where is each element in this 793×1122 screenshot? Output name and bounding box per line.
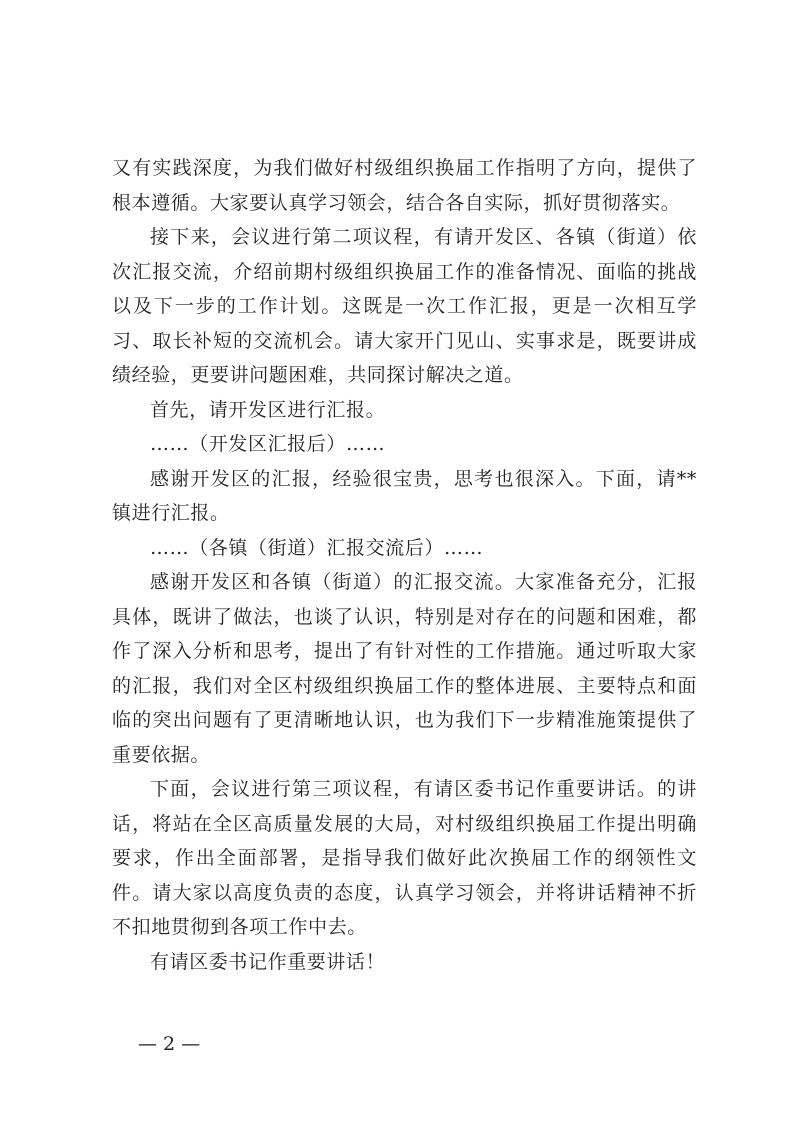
body-text <box>112 151 697 979</box>
paragraph-agenda-three: 下面，会议进行第三项议程，有请区委书记作重要讲话。的讲话，将站在全区高质量发展的大局，对村级组织换届工作提出明确要求，作出全面部署，是指导我们做好此次换届工作的纲领性文件。请大家以高度负责的态度，认真学习领会，并将讲话精神不折不扣地贯彻到各项工作中去。 <box>112 778 697 938</box>
paragraph-dev-zone-report: 首先，请开发区进行汇报。 <box>150 398 386 421</box>
paragraph-continuation: 又有实践深度，为我们做好村级组织换届工作指明了方向，提供了根本遵循。大家要认真学习领会，结合各自实际，抓好贯彻落实。 <box>112 157 697 214</box>
paragraph-thanks-all: 感谢开发区和各镇（街道）的汇报交流。大家准备充分，汇报具体，既讲了做法，也谈了认识，特别是对存在的问题和困难，都作了深入分析和思考，提出了有针对性的工作措施。通过听取大家的汇报，我们对全区村级组织换届工作的整体进展、主要特点和面临的突出问题有了更清晰地认识，也为我们下一步精准施策提供了重要依据。 <box>112 571 697 766</box>
paragraph-agenda-two: 接下来，会议进行第二项议程，有请开发区、各镇（街道）依次汇报交流，介绍前期村级组织换届工作的准备情况、面临的挑战以及下一步的工作计划。这既是一次工作汇报，更是一次相互学习、取长补短的交流机会。请大家开门见山、实事求是，既要讲成绩经验，更要讲问题困难，共同探讨解决之道。 <box>112 226 697 386</box>
paragraph-dev-zone-placeholder: ……（开发区汇报后）…… <box>150 433 386 455</box>
paragraph-invite-speech: 有请区委书记作重要讲话！ <box>150 950 386 973</box>
paragraph-towns-placeholder: ……（各镇（街道）汇报交流后）…… <box>150 536 484 559</box>
page-number: — 2 — <box>138 1033 201 1055</box>
paragraph-thanks-dev-zone: 感谢开发区的汇报，经验很宝贵，思考也很深入。下面，请**镇进行汇报。 <box>112 467 697 524</box>
